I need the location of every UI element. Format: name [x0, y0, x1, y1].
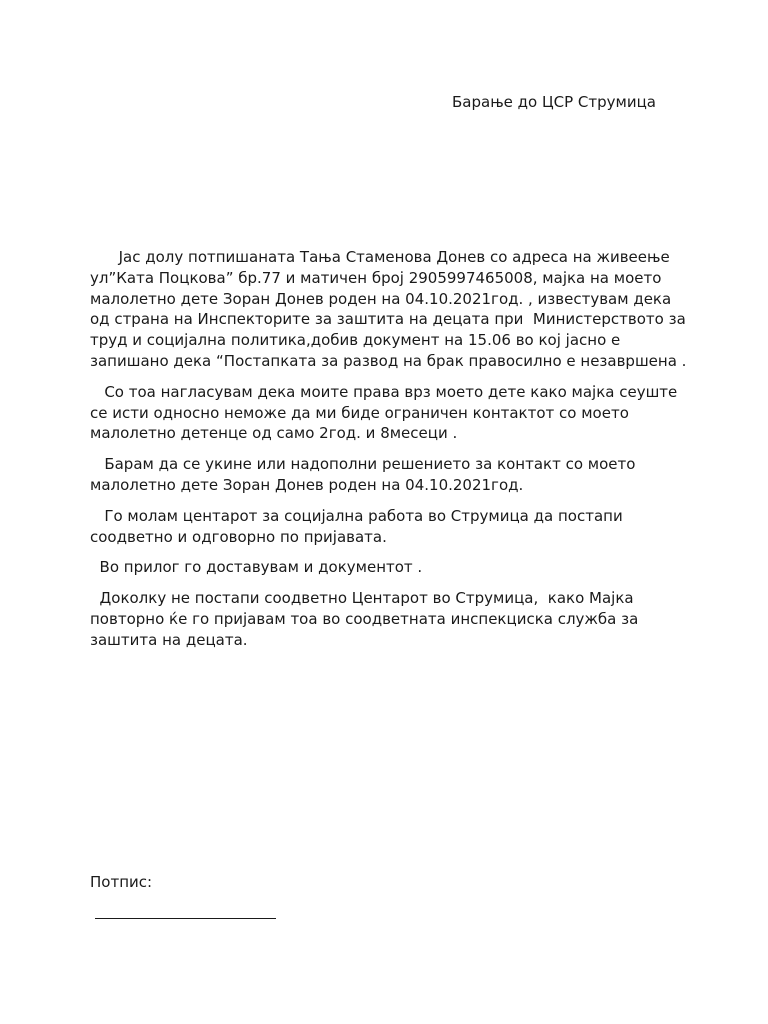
paragraph-introduction: Јас долу потпишаната Тања Стаменова Донев со адреса на живеење ул”Ката Поцкова” бр.77 и матичен број 2905997465008, мајка на моето малолетно дете Зоран Донев роден на 04.10.2021год. , известувам дека од страна на Инспекторите за заштита на децата при Министерството за труд и социјална политика,добив документ на 15.06 во кој јасно е запишано дека “Постапката за развод на брак правосилно е незавршена . [90, 248, 691, 370]
paragraph-attachment: Во прилог го доставувам и документот . [90, 558, 423, 577]
document-heading: Барање до ЦСР Струмица [452, 93, 656, 111]
paragraph-request: Барам да се укине или надополни решението за контакт со моето малолетно дете Зоран Донев роден на 04.10.2021год. [90, 455, 641, 494]
paragraph-warning: Доколку не постапи соодветно Центарот во Струмица, како Мајка повторно ќе го пријавам тоа во соодветната инспекциска служба за заштита на децата. [90, 589, 644, 649]
signature-line [95, 918, 276, 919]
document-body [90, 247, 690, 661]
paragraph-plea: Го молам центарот за социјална работа во Струмица да постапи соодветно и одговорно по пријавата. [90, 506, 628, 546]
paragraph-rights: Со тоа нагласувам дека моите права врз моето дете како мајка сеуште се исти односно неможе да ми биде ограничен контактот со моето малолетно детенце од само 2год. и 8месеци . [90, 382, 683, 443]
signature-label: Потпис: [90, 873, 153, 891]
